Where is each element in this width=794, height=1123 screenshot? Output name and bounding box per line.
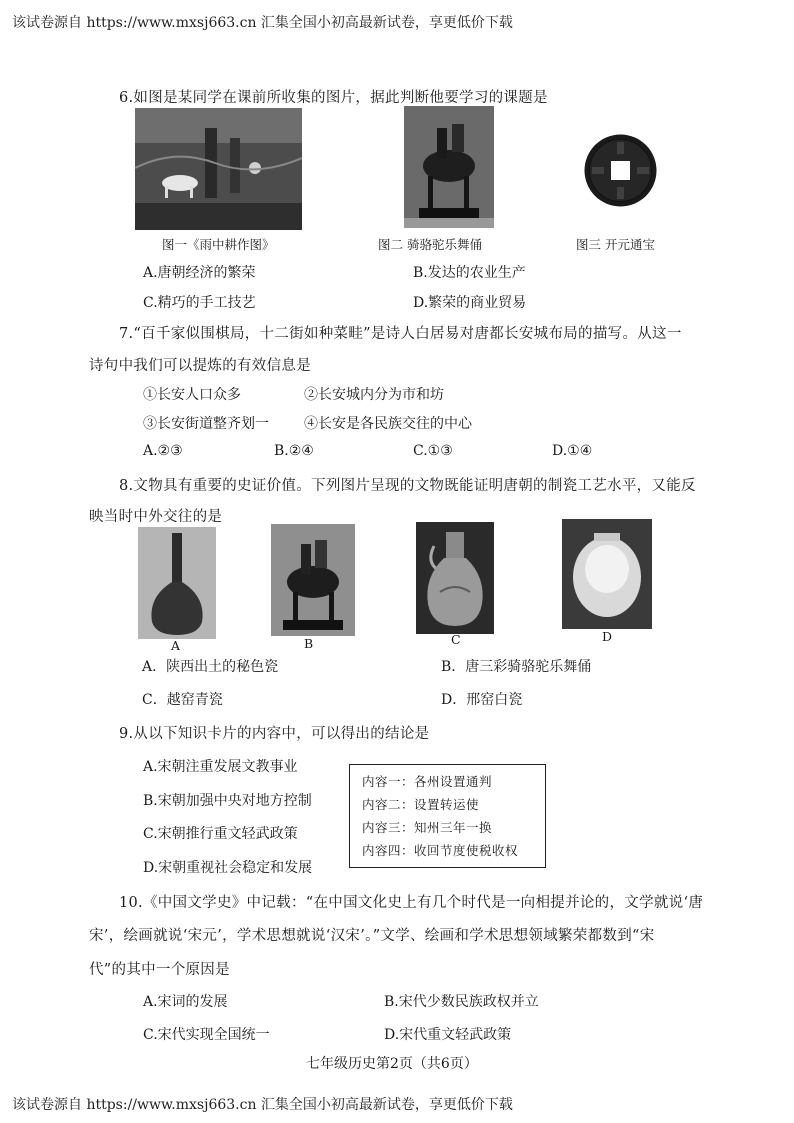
page-number: 七年级历史第2页（共6页） [306, 1056, 478, 1072]
q10-stem-line2: 宋’，绘画就说‘宋元’，学术思想就说‘汉宋’。”文学、绘画和学术思想领域繁荣都数到“宋 [89, 928, 655, 944]
q9-card-line-2: 内容二：设置转运使 [362, 797, 480, 812]
page-header: 该试卷源自 https://www.mxsj663.cn 汇集全国小初高最新试卷，享更低价下载 [12, 15, 513, 31]
q8-option-c: C．越窑青瓷 [142, 692, 223, 708]
q7-item-4: ④长安是各民族交往的中心 [304, 416, 472, 432]
q8-label-d: D [602, 629, 613, 644]
q6-option-b: B.发达的农业生产 [413, 265, 526, 281]
q7-item-2: ②长安城内分为市和坊 [304, 387, 444, 403]
q6-stem: 6.如图是某同学在课前所收集的图片，据此判断他要学习的课题是 [119, 90, 548, 106]
q6-image-rain-farming-mural [135, 108, 302, 230]
q8-label-c: C [451, 632, 461, 647]
q9-knowledge-card [349, 764, 546, 868]
q6-caption-2: 图二 骑骆驼乐舞俑 [378, 237, 482, 252]
q8-image-a-celadon-vase [138, 527, 216, 639]
q8-stem-line2: 映当时中外交往的是 [89, 509, 223, 525]
q9-card-line-1: 内容一：各州设置通判 [362, 774, 493, 789]
q8-option-b: B．唐三彩骑骆驼乐舞俑 [441, 659, 592, 675]
q6-option-c: C.精巧的手工技艺 [143, 295, 256, 311]
q9-card-line-4: 内容四：收回节度使税收权 [362, 843, 519, 858]
q7-option-b: B.②④ [274, 443, 314, 459]
q8-image-d-xing-ware [562, 519, 652, 629]
q7-option-c: C.①③ [413, 443, 453, 459]
q10-option-a: A.宋词的发展 [143, 994, 228, 1010]
page-footer-source: 该试卷源自 https://www.mxsj663.cn 汇集全国小初高最新试卷，享更低价下载 [12, 1097, 513, 1113]
q8-option-d: D．邢窑白瓷 [441, 692, 523, 708]
q7-stem-line1: 7.“百千家似围棋局，十二街如种菜畦”是诗人白居易对唐都长安城布局的描写。从这一 [119, 326, 682, 342]
q7-item-3: ③长安街道整齐划一 [143, 416, 269, 432]
q7-stem-line2: 诗句中我们可以提炼的有效信息是 [89, 358, 311, 374]
q6-image-kaiyuan-coin [583, 133, 658, 208]
q8-label-a: A [171, 638, 181, 653]
q10-option-d: D.宋代重文轻武政策 [384, 1027, 512, 1043]
q9-option-c: C.宋朝推行重文轻武政策 [143, 826, 298, 842]
q9-card-line-3: 内容三：知州三年一换 [362, 820, 493, 835]
q10-stem-line3: 代”的其中一个原因是 [89, 962, 230, 978]
q6-caption-3: 图三 开元通宝 [576, 237, 655, 252]
q8-stem-line1: 8.文物具有重要的史证价值。下列图片呈现的文物既能证明唐朝的制瓷工艺水平，又能反 [119, 478, 696, 494]
q6-option-a: A.唐朝经济的繁荣 [143, 265, 256, 281]
q10-option-b: B.宋代少数民族政权并立 [384, 994, 539, 1010]
q6-image-camel-figurine [404, 106, 494, 228]
q7-option-a: A.②③ [143, 443, 183, 459]
q9-stem: 9.从以下知识卡片的内容中，可以得出的结论是 [119, 726, 430, 742]
q9-option-b: B.宋朝加强中央对地方控制 [143, 793, 312, 809]
q9-option-a: A.宋朝注重发展文教事业 [143, 759, 298, 775]
q6-option-d: D.繁荣的商业贸易 [413, 295, 527, 311]
q8-image-c-yue-ware [416, 522, 494, 634]
q6-caption-1: 图一《雨中耕作图》 [162, 237, 275, 252]
q10-stem-line1: 10.《中国文学史》中记载：“在中国文化史上有几个时代是一向相提并论的，文学就说‘唐 [119, 895, 704, 911]
q8-option-a: A．陕西出土的秘色瓷 [142, 659, 279, 675]
q8-label-b: B [304, 636, 314, 651]
q7-item-1: ①长安人口众多 [143, 387, 241, 403]
q7-option-d: D.①④ [552, 443, 593, 459]
q10-option-c: C.宋代实现全国统一 [143, 1027, 270, 1043]
q8-image-b-camel-figurine [271, 524, 355, 636]
q9-option-d: D.宋朝重视社会稳定和发展 [143, 860, 313, 876]
